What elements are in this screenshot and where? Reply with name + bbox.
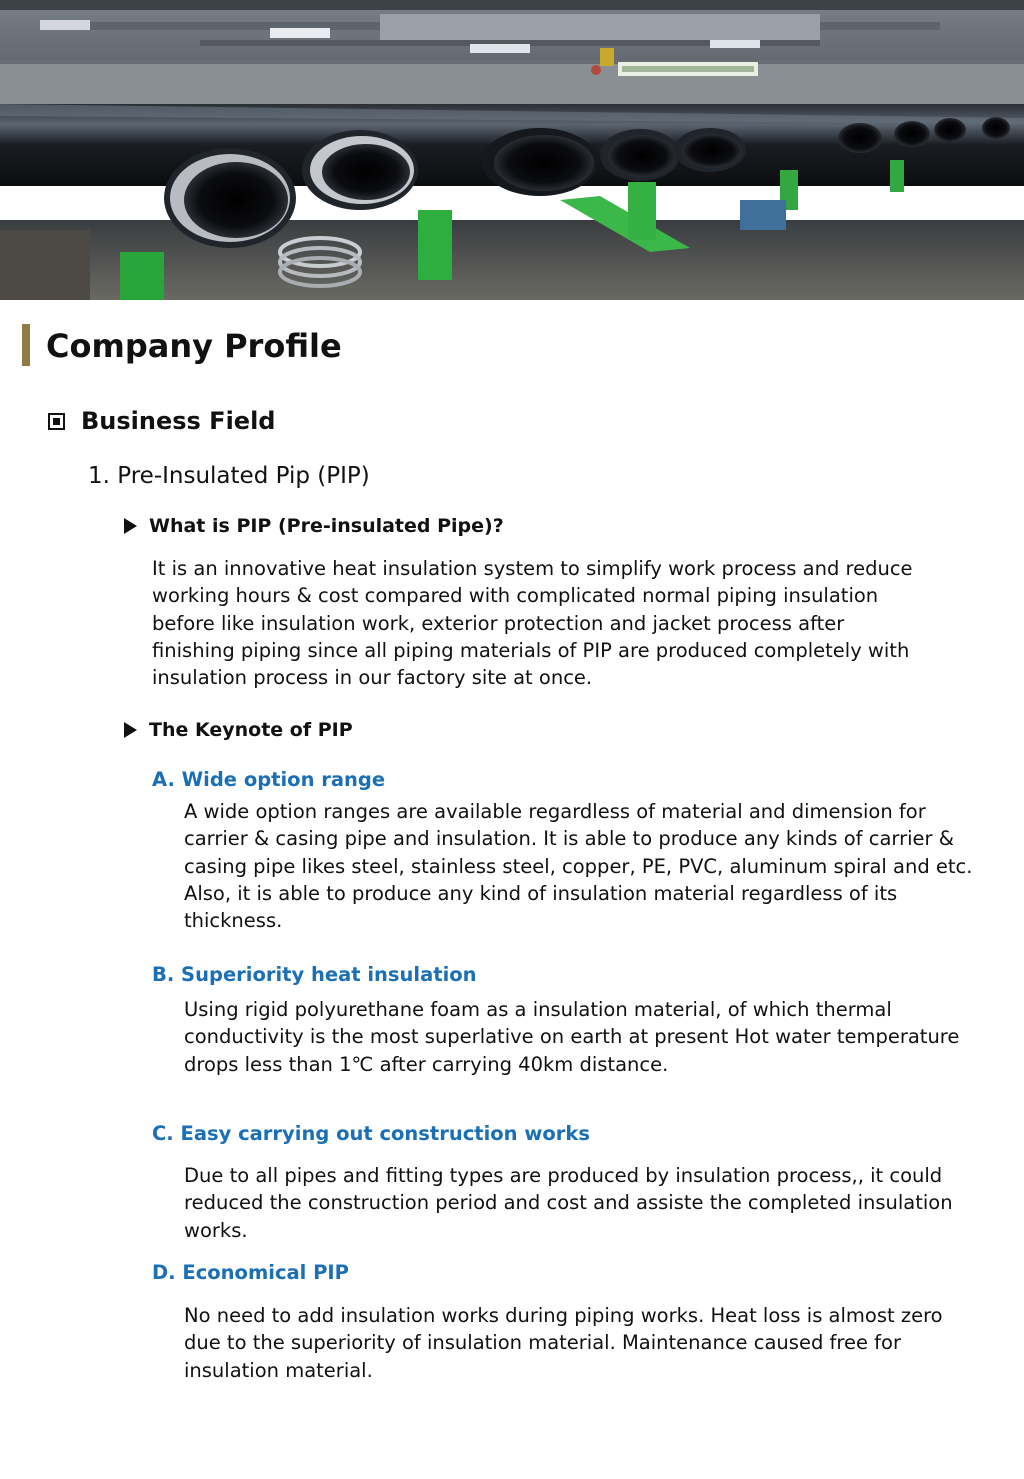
question-what-is-pip [124,512,504,540]
triangle-bullet-icon [124,518,137,534]
keynote-c-title: C. Easy carrying out construction works [152,1122,590,1145]
keynote-d-title: D. Economical PIP [152,1261,349,1284]
title-accent-bar [22,324,30,366]
keynote-b-title: B. Superiority heat insulation [152,963,477,986]
square-bullet-icon [48,413,65,430]
keynote-c-text: Due to all pipes and fitting types are produced by insulation process,, it could reduced the construction period and cost and assiste the completed insulation works. [184,1164,953,1242]
keynote-d-text: No need to add insulation works during piping works. Heat loss is almost zero due to the superiority of insulation material. Maintenance caused free for insulation material. [184,1304,943,1382]
sub-heading: 1. Pre-Insulated Pip (PIP) [88,463,370,489]
hero-photo [0,0,1024,302]
section-heading [48,404,275,438]
what-is-pip-paragraph: It is an innovative heat insulation system to simplify work process and reduce working hours & cost compared with complicated normal piping insulation before like insulation work, exterior protection and jacket process after finishing piping since all piping materials of PIP are produced completely with insulation process in our factory site at once. [152,557,913,690]
keynote-a-text: A wide option ranges are available regardless of material and dimension for carrier & casing pipe and insulation. It is able to produce any kinds of carrier & casing pipe likes steel, stainless steel, copper, PE, PVC, aluminum spiral and etc. Also, it is able to produce any kind of insulation material regardless of its thickness. [184,800,973,933]
triangle-bullet-icon [124,722,137,738]
keynote-heading-label: The Keynote of PIP [149,719,353,741]
question-label: What is PIP (Pre-insulated Pipe)? [149,515,504,537]
page-title: Company Profile [46,327,342,365]
keynote-b-text: Using rigid polyurethane foam as a insulation material, of which thermal conductivity is the most superlative on earth at present Hot water temperature drops less than 1℃ after carrying 40km distance. [184,998,960,1076]
section-heading-label: Business Field [81,407,276,435]
keynote-heading [124,716,353,744]
keynote-a-title: A. Wide option range [152,768,386,791]
